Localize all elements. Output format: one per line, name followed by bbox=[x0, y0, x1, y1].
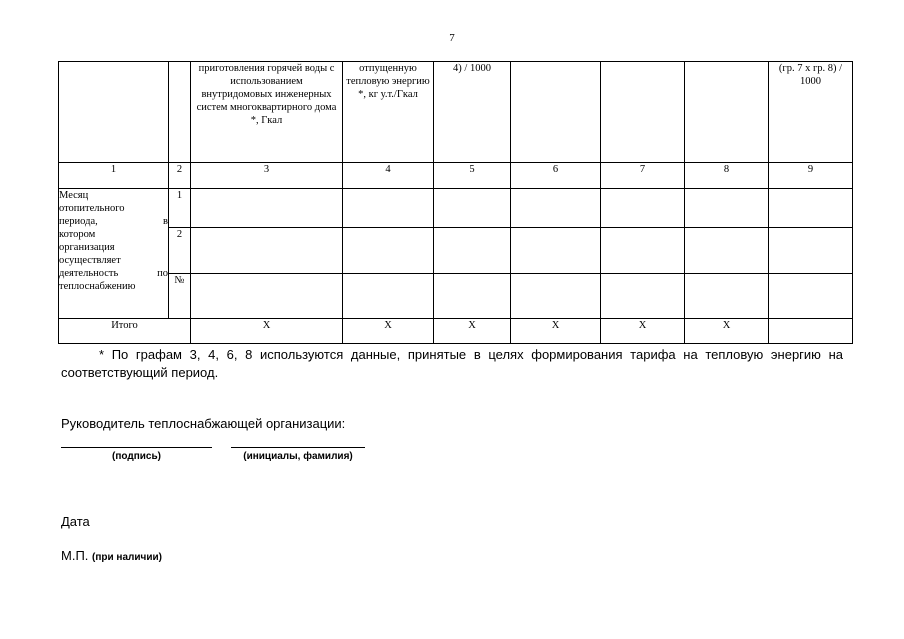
date-label: Дата bbox=[61, 514, 90, 529]
table-cell bbox=[434, 189, 511, 228]
column-number: 6 bbox=[511, 163, 601, 189]
signer-label: Руководитель теплоснабжающей организации: bbox=[61, 416, 346, 431]
column-number: 4 bbox=[343, 163, 434, 189]
row-number: 2 bbox=[169, 228, 191, 274]
table-cell bbox=[434, 228, 511, 274]
table-cell bbox=[601, 189, 685, 228]
table-cell bbox=[601, 274, 685, 319]
total-mark: Х bbox=[191, 319, 343, 344]
stamp-line bbox=[61, 548, 162, 563]
fuel-consumption-table bbox=[58, 61, 853, 344]
table-cell bbox=[601, 228, 685, 274]
header-cell-9: (гр. 7 х гр. 8) / 1000 bbox=[769, 62, 853, 163]
table-cell bbox=[343, 228, 434, 274]
header-cell-6 bbox=[511, 62, 601, 163]
header-cell-2 bbox=[169, 62, 191, 163]
table-cell bbox=[511, 228, 601, 274]
month-label-line: котором bbox=[59, 229, 96, 240]
page-number: 7 bbox=[449, 32, 455, 44]
month-label-line: периода, в bbox=[59, 216, 168, 227]
total-mark: Х bbox=[434, 319, 511, 344]
table-row bbox=[59, 274, 853, 319]
table-header-row bbox=[59, 62, 853, 163]
table-row bbox=[59, 228, 853, 274]
total-label: Итого bbox=[59, 319, 191, 344]
table-cell bbox=[685, 189, 769, 228]
initials-caption: (инициалы, фамилия) bbox=[243, 451, 353, 462]
header-cell-5: 4) / 1000 bbox=[434, 62, 511, 163]
total-mark: Х bbox=[685, 319, 769, 344]
total-mark: Х bbox=[601, 319, 685, 344]
table-cell bbox=[343, 274, 434, 319]
footnote: * По графам 3, 4, 6, 8 используются данные, принятые в целях формирования тарифа на тепловую энергию на соответствующий период. bbox=[61, 347, 843, 380]
table-cell bbox=[769, 274, 853, 319]
table-cell bbox=[191, 274, 343, 319]
table-cell bbox=[191, 228, 343, 274]
header-cell-7 bbox=[601, 62, 685, 163]
month-label-cell bbox=[59, 189, 169, 319]
column-number: 8 bbox=[685, 163, 769, 189]
table-row bbox=[59, 189, 853, 228]
table-cell bbox=[511, 274, 601, 319]
initials-line[interactable] bbox=[231, 447, 365, 448]
month-label-line: Месяц bbox=[59, 190, 89, 201]
table-cell bbox=[769, 228, 853, 274]
header-cell-3: приготовления горячей воды с использованием внутридомовых инженерных систем многоквартирного дома *, Гкал bbox=[191, 62, 343, 163]
header-cell-1 bbox=[59, 62, 169, 163]
header-cell-4: отпущенную тепловую энергию *, кг у.т./Гкал bbox=[343, 62, 434, 163]
signature-caption: (подпись) bbox=[112, 451, 161, 462]
total-mark bbox=[769, 319, 853, 344]
table-cell bbox=[685, 274, 769, 319]
table-cell bbox=[685, 228, 769, 274]
header-cell-8 bbox=[685, 62, 769, 163]
month-label-line: деятельность по bbox=[59, 268, 168, 279]
table-cell bbox=[769, 189, 853, 228]
month-label-line: отопительного bbox=[59, 203, 125, 214]
table-cell bbox=[343, 189, 434, 228]
total-row bbox=[59, 319, 853, 344]
month-label-line: теплоснабжению bbox=[59, 281, 136, 292]
table-cell bbox=[191, 189, 343, 228]
table-cell bbox=[511, 189, 601, 228]
table-cell bbox=[434, 274, 511, 319]
total-mark: Х bbox=[511, 319, 601, 344]
row-number: 1 bbox=[169, 189, 191, 228]
month-label-line: осуществляет bbox=[59, 255, 121, 266]
total-mark: Х bbox=[343, 319, 434, 344]
column-number: 7 bbox=[601, 163, 685, 189]
column-number: 9 bbox=[769, 163, 853, 189]
column-number: 1 bbox=[59, 163, 169, 189]
column-number: 5 bbox=[434, 163, 511, 189]
signature-line[interactable] bbox=[61, 447, 212, 448]
column-number: 2 bbox=[169, 163, 191, 189]
stamp-label: М.П. bbox=[61, 548, 89, 563]
row-number: № bbox=[169, 274, 191, 319]
column-number: 3 bbox=[191, 163, 343, 189]
month-label-line: организация bbox=[59, 242, 115, 253]
stamp-note: (при наличии) bbox=[92, 552, 162, 563]
column-number-row bbox=[59, 163, 853, 189]
